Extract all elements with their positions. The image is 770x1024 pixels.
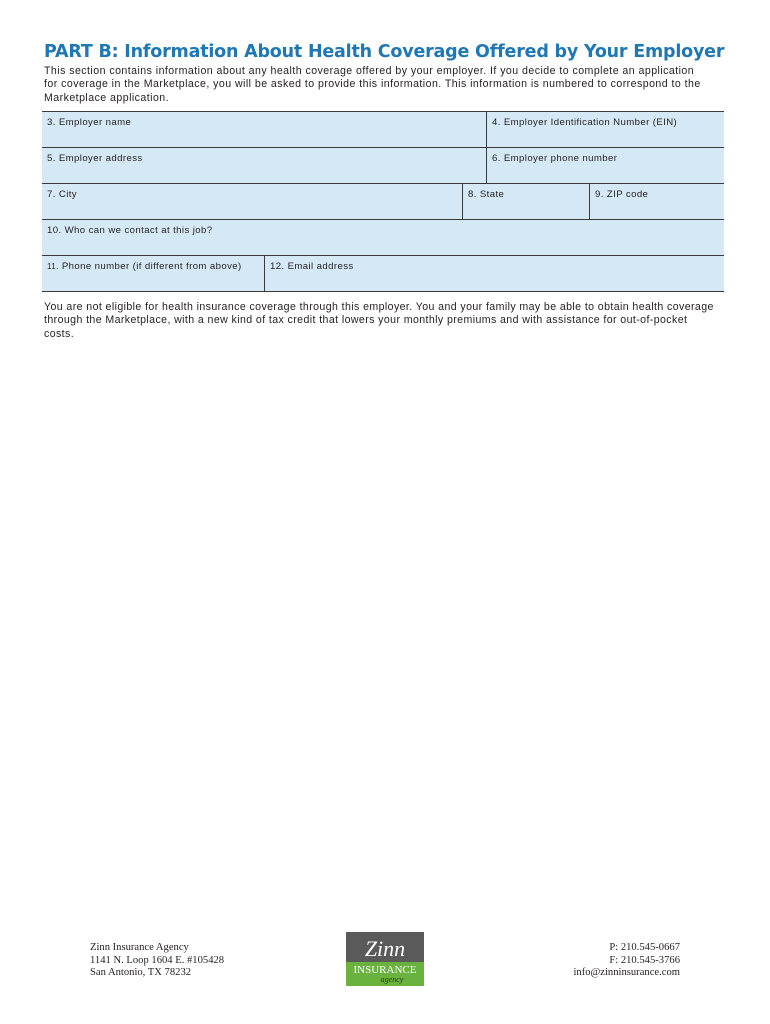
agency-email[interactable]: info@zinninsurance.com: [573, 967, 680, 979]
form-row-1: [42, 112, 724, 148]
zinn-insurance-logo: [346, 932, 424, 986]
phone-field[interactable]: [42, 256, 264, 291]
form-row-3: [42, 184, 724, 220]
section-intro: This section contains information about any health coverage offered by your employer. If you decide to complete an application for coverage in the Marketplace, you will be asked to provide this information. This information is numbered to correspond to the Marketplace application.: [44, 65, 701, 104]
agency-address: [90, 942, 224, 980]
contact-field[interactable]: 10. Who can we contact at this job?: [47, 225, 213, 236]
state-field[interactable]: 8. State: [462, 184, 589, 219]
email-field[interactable]: 12. Email address: [264, 256, 724, 291]
eligibility-note: You are not eligible for health insurance coverage through this employer. You and your family may be able to obtain health coverage through the Marketplace, with a new kind of tax credit that lowers your monthly premiums and with assistance for out-of-pocket costs.: [44, 301, 714, 340]
employer-phone-field[interactable]: 6. Employer phone number: [486, 148, 724, 183]
section-title: PART B: Information About Health Coverage Offered by Your Employer: [44, 42, 725, 62]
phone-field-label: Phone number (if different from above): [61, 261, 242, 272]
logo-script: Zinn: [364, 936, 406, 961]
form-row-4: [42, 220, 724, 256]
logo-word: INSURANCE: [353, 964, 417, 976]
form-row-2: [42, 148, 724, 184]
zip-field[interactable]: 9. ZIP code: [589, 184, 724, 219]
form-row-5: [42, 256, 724, 292]
agency-name: Zinn Insurance Agency: [90, 942, 189, 953]
agency-contact: [573, 942, 680, 980]
ein-field[interactable]: 4. Employer Identification Number (EIN): [486, 112, 724, 147]
employer-address-field[interactable]: 5. Employer address: [47, 153, 143, 164]
agency-street: 1141 N. Loop 1604 E. #105428: [90, 954, 225, 966]
agency-fax: F: 210.545-3766: [609, 954, 680, 966]
city-field[interactable]: 7. City: [47, 189, 77, 200]
employer-name-field[interactable]: 3. Employer name: [47, 117, 132, 128]
agency-city: San Antonio, TX 78232: [90, 967, 192, 979]
employer-form: [42, 111, 724, 292]
agency-phone: P: 210.545-0667: [609, 942, 680, 953]
phone-field-number: 11.: [47, 262, 59, 271]
logo-sub: agency: [380, 975, 404, 984]
